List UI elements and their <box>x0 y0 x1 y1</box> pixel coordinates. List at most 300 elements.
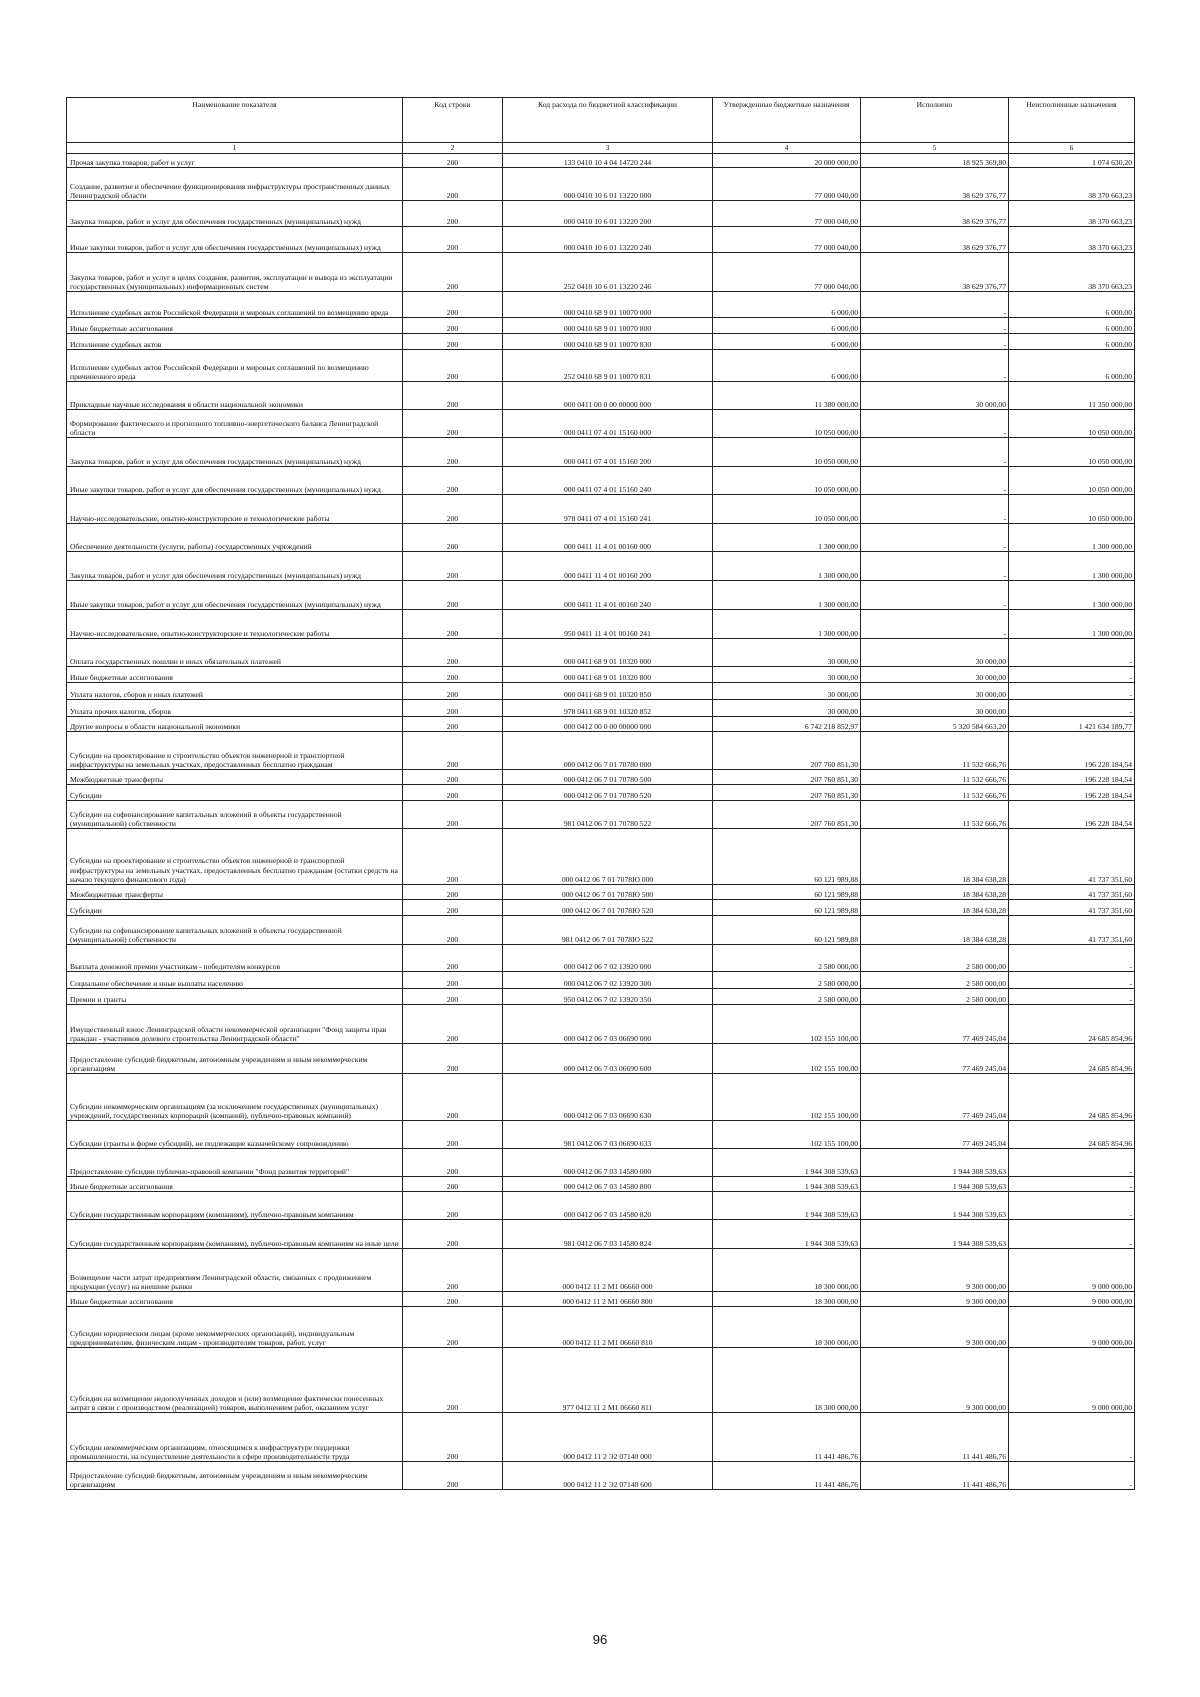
table-row <box>67 683 1135 700</box>
row-executed-amount: 11 532 666,76 <box>861 770 1009 785</box>
row-budget-classification-code: 000 0412 11 2 Э2 07140 000 <box>503 1413 713 1462</box>
row-unexecuted-amount: 38 370 663,23 <box>1009 168 1135 201</box>
header-approved-budget: Утвержденные бюджетные назначения <box>713 98 861 143</box>
row-line-code: 200 <box>403 785 503 801</box>
row-executed-amount: - <box>861 438 1009 467</box>
row-unexecuted-amount: 196 228 184,54 <box>1009 732 1135 770</box>
row-unexecuted-amount: 6 000,00 <box>1009 334 1135 350</box>
row-budget-classification-code: 977 0412 11 2 M1 06660 811 <box>503 1348 713 1413</box>
row-budget-classification-code: 978 0411 68 9 01 10320 852 <box>503 700 713 717</box>
row-indicator-name: Социальное обеспечение и иные выплаты населению <box>67 972 403 989</box>
table-row <box>67 524 1135 552</box>
row-indicator-name: Научно-исследовательские, опытно-конструкторские и технологические работы <box>67 495 403 524</box>
row-executed-amount: 38 629 376,77 <box>861 168 1009 201</box>
column-number: 5 <box>861 143 1009 154</box>
row-unexecuted-amount: - <box>1009 1177 1135 1192</box>
row-executed-amount: 2 580 000,00 <box>861 972 1009 989</box>
row-unexecuted-amount: 9 000 000,00 <box>1009 1348 1135 1413</box>
row-budget-classification-code: 000 0411 07 4 01 15160 240 <box>503 467 713 495</box>
row-indicator-name: Иные закупки товаров, работ и услуг для обеспечения государственных (муниципальных) нужд <box>67 227 403 253</box>
row-line-code: 200 <box>403 552 503 581</box>
row-executed-amount: 30 000,00 <box>861 683 1009 700</box>
row-line-code: 200 <box>403 382 503 410</box>
row-budget-classification-code: 252 0410 68 9 01 10070 831 <box>503 350 713 382</box>
row-line-code: 200 <box>403 438 503 467</box>
row-indicator-name: Выплата денежной премии участникам - победителям конкурсов <box>67 945 403 972</box>
row-approved-amount: 1 944 308 539,63 <box>713 1177 861 1192</box>
row-indicator-name: Имущественный взнос Ленинградской области некоммерческой организации "Фонд защиты прав граждан - участников долевого строительства Ленинградской области" <box>67 1005 403 1044</box>
row-budget-classification-code: 000 0411 68 9 01 10320 800 <box>503 667 713 683</box>
row-line-code: 200 <box>403 945 503 972</box>
row-budget-classification-code: 000 0412 06 7 01 70780 520 <box>503 785 713 801</box>
table-row <box>67 334 1135 350</box>
row-indicator-name: Создание, развитие и обеспечение функционирования инфраструктуры пространственных данных Ленинградской области <box>67 168 403 201</box>
row-indicator-name: Исполнение судебных актов Российской Федерации и мировых соглашений по возмещению причиненного вреда <box>67 350 403 382</box>
table-row <box>67 972 1135 989</box>
row-line-code: 200 <box>403 732 503 770</box>
row-line-code: 200 <box>403 581 503 610</box>
row-approved-amount: 11 380 000,00 <box>713 382 861 410</box>
row-executed-amount: 11 441 486,76 <box>861 1462 1009 1490</box>
row-executed-amount: 30 000,00 <box>861 639 1009 667</box>
row-executed-amount: 77 469 245,04 <box>861 1121 1009 1149</box>
row-executed-amount: 11 441 486,76 <box>861 1413 1009 1462</box>
row-budget-classification-code: 000 0411 07 4 01 15160 000 <box>503 410 713 438</box>
row-line-code: 200 <box>403 410 503 438</box>
row-executed-amount: - <box>861 318 1009 334</box>
row-line-code: 200 <box>403 292 503 318</box>
row-indicator-name: Закупка товаров, работ и услуг для обеспечения государственных (муниципальных) нужд <box>67 438 403 467</box>
row-indicator-name: Субсидии <box>67 785 403 801</box>
column-number: 4 <box>713 143 861 154</box>
row-budget-classification-code: 000 0412 06 7 01 70780 000 <box>503 732 713 770</box>
row-budget-classification-code: 000 0412 11 2 M1 06660 000 <box>503 1249 713 1292</box>
row-budget-classification-code: 000 0412 06 7 03 06690 000 <box>503 1005 713 1044</box>
row-executed-amount: 38 629 376,77 <box>861 227 1009 253</box>
row-indicator-name: Предоставление субсидий бюджетным, автономным учреждениям и иным некоммерческим организациям <box>67 1462 403 1490</box>
row-executed-amount: 30 000,00 <box>861 700 1009 717</box>
header-budget-classification-code: Код расхода по бюджетной классификации <box>503 98 713 143</box>
row-line-code: 200 <box>403 801 503 829</box>
table-row <box>67 1462 1135 1490</box>
row-executed-amount: 11 532 666,76 <box>861 732 1009 770</box>
row-unexecuted-amount: 38 370 663,23 <box>1009 253 1135 292</box>
row-unexecuted-amount: 41 737 351,60 <box>1009 916 1135 945</box>
row-line-code: 200 <box>403 770 503 785</box>
row-indicator-name: Предоставление субсидии публично-правовой компании "Фонд развития территорий" <box>67 1149 403 1177</box>
row-line-code: 200 <box>403 350 503 382</box>
row-unexecuted-amount: 9 000 000,00 <box>1009 1307 1135 1348</box>
row-budget-classification-code: 000 0412 06 7 01 70780 500 <box>503 770 713 785</box>
row-unexecuted-amount: 196 228 184,54 <box>1009 770 1135 785</box>
row-line-code: 200 <box>403 829 503 885</box>
row-line-code: 200 <box>403 467 503 495</box>
row-approved-amount: 11 441 486,76 <box>713 1462 861 1490</box>
row-line-code: 200 <box>403 1149 503 1177</box>
row-line-code: 200 <box>403 639 503 667</box>
row-line-code: 200 <box>403 1177 503 1192</box>
row-executed-amount: 18 925 369,80 <box>861 154 1009 168</box>
row-approved-amount: 77 000 040,00 <box>713 227 861 253</box>
row-approved-amount: 77 000 040,00 <box>713 253 861 292</box>
row-executed-amount: 18 384 638,28 <box>861 885 1009 900</box>
table-row <box>67 639 1135 667</box>
row-executed-amount: - <box>861 292 1009 318</box>
row-executed-amount: 30 000,00 <box>861 382 1009 410</box>
row-indicator-name: Научно-исследовательские, опытно-конструкторские и технологические работы <box>67 610 403 639</box>
row-line-code: 200 <box>403 1192 503 1220</box>
row-approved-amount: 1 300 000,00 <box>713 524 861 552</box>
row-unexecuted-amount: 1 074 630,20 <box>1009 154 1135 168</box>
row-unexecuted-amount: 9 000 000,00 <box>1009 1249 1135 1292</box>
row-approved-amount: 6 000,00 <box>713 334 861 350</box>
table-row <box>67 1413 1135 1462</box>
row-line-code: 200 <box>403 717 503 732</box>
row-approved-amount: 207 760 851,30 <box>713 770 861 785</box>
row-unexecuted-amount: 24 685 854,96 <box>1009 1044 1135 1074</box>
row-unexecuted-amount: 196 228 184,54 <box>1009 801 1135 829</box>
header-indicator-name: Наименование показателя <box>67 98 403 143</box>
row-budget-classification-code: 000 0410 10 6 01 13220 240 <box>503 227 713 253</box>
row-approved-amount: 30 000,00 <box>713 639 861 667</box>
row-executed-amount: - <box>861 495 1009 524</box>
row-executed-amount: 9 300 000,00 <box>861 1307 1009 1348</box>
row-unexecuted-amount: - <box>1009 1220 1135 1249</box>
table-row <box>67 1292 1135 1307</box>
row-indicator-name: Иные бюджетные ассигнования <box>67 1177 403 1192</box>
row-executed-amount: 9 300 000,00 <box>861 1249 1009 1292</box>
row-indicator-name: Иные бюджетные ассигнования <box>67 318 403 334</box>
row-budget-classification-code: 981 0412 06 7 01 7078Ю 522 <box>503 916 713 945</box>
row-approved-amount: 102 155 100,00 <box>713 1044 861 1074</box>
row-budget-classification-code: 000 0412 06 7 03 14580 800 <box>503 1177 713 1192</box>
row-line-code: 200 <box>403 1074 503 1121</box>
table-row <box>67 382 1135 410</box>
row-budget-classification-code: 000 0411 68 9 01 10320 000 <box>503 639 713 667</box>
row-executed-amount: - <box>861 581 1009 610</box>
budget-execution-table-container <box>66 97 1134 1490</box>
row-approved-amount: 1 944 308 539,63 <box>713 1192 861 1220</box>
row-unexecuted-amount: - <box>1009 989 1135 1005</box>
row-line-code: 200 <box>403 168 503 201</box>
row-approved-amount: 30 000,00 <box>713 683 861 700</box>
header-executed: Исполнено <box>861 98 1009 143</box>
row-line-code: 200 <box>403 667 503 683</box>
header-row <box>67 98 1135 143</box>
row-unexecuted-amount: 41 737 351,60 <box>1009 829 1135 885</box>
table-row <box>67 945 1135 972</box>
row-executed-amount: - <box>861 334 1009 350</box>
row-approved-amount: 6 000,00 <box>713 318 861 334</box>
row-indicator-name: Прикладные научные исследования в области национальной экономики <box>67 382 403 410</box>
row-line-code: 200 <box>403 495 503 524</box>
row-line-code: 200 <box>403 1249 503 1292</box>
row-budget-classification-code: 252 0410 10 6 01 13220 246 <box>503 253 713 292</box>
row-approved-amount: 18 300 000,00 <box>713 1348 861 1413</box>
row-budget-classification-code: 981 0412 06 7 03 06690 633 <box>503 1121 713 1149</box>
row-line-code: 200 <box>403 1462 503 1490</box>
table-row <box>67 410 1135 438</box>
row-budget-classification-code: 000 0412 06 7 03 06690 600 <box>503 1044 713 1074</box>
row-unexecuted-amount: 10 050 000,00 <box>1009 495 1135 524</box>
row-approved-amount: 207 760 851,30 <box>713 801 861 829</box>
row-budget-classification-code: 000 0412 06 7 03 14580 000 <box>503 1149 713 1177</box>
table-row <box>67 1192 1135 1220</box>
row-approved-amount: 18 300 000,00 <box>713 1249 861 1292</box>
row-unexecuted-amount: 38 370 663,23 <box>1009 227 1135 253</box>
row-budget-classification-code: 978 0411 07 4 01 15160 241 <box>503 495 713 524</box>
row-budget-classification-code: 000 0412 06 7 02 13920 000 <box>503 945 713 972</box>
row-budget-classification-code: 000 0412 06 7 03 06690 630 <box>503 1074 713 1121</box>
row-executed-amount: 5 320 584 663,20 <box>861 717 1009 732</box>
row-approved-amount: 60 121 989,88 <box>713 900 861 916</box>
row-line-code: 200 <box>403 916 503 945</box>
row-line-code: 200 <box>403 989 503 1005</box>
row-line-code: 200 <box>403 885 503 900</box>
row-indicator-name: Иные закупки товаров, работ и услуг для обеспечения государственных (муниципальных) нужд <box>67 581 403 610</box>
row-indicator-name: Межбюджетные трансферты <box>67 885 403 900</box>
table-row <box>67 581 1135 610</box>
column-number: 2 <box>403 143 503 154</box>
budget-execution-table <box>66 97 1135 1490</box>
row-indicator-name: Формирование фактического и прогнозного топливно-энергетического баланса Ленинградской области <box>67 410 403 438</box>
row-line-code: 200 <box>403 972 503 989</box>
row-unexecuted-amount: 1 300 000,00 <box>1009 524 1135 552</box>
table-row <box>67 732 1135 770</box>
row-unexecuted-amount: - <box>1009 700 1135 717</box>
row-unexecuted-amount: - <box>1009 945 1135 972</box>
row-budget-classification-code: 981 0412 06 7 01 70780 522 <box>503 801 713 829</box>
row-budget-classification-code: 000 0411 07 4 01 15160 200 <box>503 438 713 467</box>
row-budget-classification-code: 000 0412 06 7 01 7078Ю 520 <box>503 900 713 916</box>
table-row <box>67 900 1135 916</box>
row-approved-amount: 102 155 100,00 <box>713 1005 861 1044</box>
table-row <box>67 1044 1135 1074</box>
row-unexecuted-amount: 24 685 854,96 <box>1009 1074 1135 1121</box>
row-executed-amount: 9 300 000,00 <box>861 1292 1009 1307</box>
row-executed-amount: 77 469 245,04 <box>861 1044 1009 1074</box>
row-unexecuted-amount: 10 050 000,00 <box>1009 438 1135 467</box>
table-row <box>67 667 1135 683</box>
row-indicator-name: Иные бюджетные ассигнования <box>67 1292 403 1307</box>
row-executed-amount: 2 580 000,00 <box>861 945 1009 972</box>
row-executed-amount: 38 629 376,77 <box>861 201 1009 227</box>
row-unexecuted-amount: 6 000,00 <box>1009 318 1135 334</box>
row-executed-amount: 11 532 666,76 <box>861 785 1009 801</box>
row-indicator-name: Субсидии некоммерческим организациям, относящимся к инфраструктуре поддержки промышленности, на осуществление деятельности в сфере производительности труда <box>67 1413 403 1462</box>
row-indicator-name: Субсидии на проектирование и строительство объектов инженерной и транспортной инфраструктуры на земельных участках, предоставленных бесплатно гражданам (остатки средств на начало текущего финансового года) <box>67 829 403 885</box>
row-budget-classification-code: 950 0412 06 7 02 13920 350 <box>503 989 713 1005</box>
row-indicator-name: Закупка товаров, работ и услуг в целях создания, развития, эксплуатации и вывода из эксплуатации государственных (муниципальных) информационных систем <box>67 253 403 292</box>
table-row <box>67 154 1135 168</box>
row-executed-amount: 77 469 245,04 <box>861 1074 1009 1121</box>
table-row <box>67 1177 1135 1192</box>
row-budget-classification-code: 000 0412 06 7 01 7078Ю 000 <box>503 829 713 885</box>
row-budget-classification-code: 000 0410 68 9 01 10070 000 <box>503 292 713 318</box>
table-row <box>67 1149 1135 1177</box>
row-executed-amount: 18 384 638,28 <box>861 829 1009 885</box>
row-approved-amount: 20 000 000,00 <box>713 154 861 168</box>
row-budget-classification-code: 000 0411 11 4 01 00160 000 <box>503 524 713 552</box>
column-number: 6 <box>1009 143 1135 154</box>
row-approved-amount: 10 050 000,00 <box>713 438 861 467</box>
row-unexecuted-amount: 10 050 000,00 <box>1009 410 1135 438</box>
row-unexecuted-amount: 41 737 351,60 <box>1009 900 1135 916</box>
column-number: 3 <box>503 143 713 154</box>
row-indicator-name: Другие вопросы в области национальной экономики <box>67 717 403 732</box>
table-body <box>67 154 1135 1490</box>
row-budget-classification-code: 000 0412 11 2 Э2 07140 600 <box>503 1462 713 1490</box>
row-budget-classification-code: 000 0410 68 9 01 10070 800 <box>503 318 713 334</box>
row-approved-amount: 18 300 000,00 <box>713 1307 861 1348</box>
row-line-code: 200 <box>403 700 503 717</box>
row-line-code: 200 <box>403 1005 503 1044</box>
table-row <box>67 552 1135 581</box>
row-line-code: 200 <box>403 524 503 552</box>
row-unexecuted-amount: - <box>1009 972 1135 989</box>
table-row <box>67 770 1135 785</box>
row-executed-amount: 2 580 000,00 <box>861 989 1009 1005</box>
row-line-code: 200 <box>403 318 503 334</box>
row-unexecuted-amount: 38 370 663,23 <box>1009 201 1135 227</box>
row-indicator-name: Субсидии на проектирование и строительство объектов инженерной и транспортной инфраструктуры на земельных участках, предоставленных бесплатно гражданам <box>67 732 403 770</box>
row-budget-classification-code: 000 0412 00 0 00 00000 000 <box>503 717 713 732</box>
row-line-code: 200 <box>403 201 503 227</box>
row-executed-amount: 1 944 308 539,63 <box>861 1220 1009 1249</box>
table-row <box>67 989 1135 1005</box>
row-unexecuted-amount: - <box>1009 1149 1135 1177</box>
row-approved-amount: 102 155 100,00 <box>713 1074 861 1121</box>
row-executed-amount: 30 000,00 <box>861 667 1009 683</box>
row-unexecuted-amount: 1 300 000,00 <box>1009 610 1135 639</box>
row-approved-amount: 2 580 000,00 <box>713 945 861 972</box>
row-approved-amount: 60 121 989,88 <box>713 885 861 900</box>
row-indicator-name: Субсидии некоммерческим организациям (за исключением государственных (муниципальных) учреждений, государственных корпораций (компаний), публично-правовых компаний) <box>67 1074 403 1121</box>
row-unexecuted-amount: 1 300 000,00 <box>1009 552 1135 581</box>
row-indicator-name: Субсидии государственным корпорациям (компаниям), публично-правовым компаниям на иные цели <box>67 1220 403 1249</box>
row-unexecuted-amount: 41 737 351,60 <box>1009 885 1135 900</box>
row-unexecuted-amount: - <box>1009 1462 1135 1490</box>
row-executed-amount: 1 944 308 539,63 <box>861 1192 1009 1220</box>
row-indicator-name: Возмещение части затрат предприятиям Ленинградской области, связанных с продвижением продукции (услуг) на внешние рынки <box>67 1249 403 1292</box>
row-approved-amount: 207 760 851,30 <box>713 785 861 801</box>
row-unexecuted-amount: 11 350 000,00 <box>1009 382 1135 410</box>
row-line-code: 200 <box>403 610 503 639</box>
row-executed-amount: - <box>861 350 1009 382</box>
row-budget-classification-code: 000 0412 11 2 M1 06660 810 <box>503 1307 713 1348</box>
row-approved-amount: 10 050 000,00 <box>713 495 861 524</box>
table-row <box>67 292 1135 318</box>
row-approved-amount: 10 050 000,00 <box>713 467 861 495</box>
row-line-code: 200 <box>403 1292 503 1307</box>
row-indicator-name: Прочая закупка товаров, работ и услуг <box>67 154 403 168</box>
row-budget-classification-code: 981 0412 06 7 03 14580 824 <box>503 1220 713 1249</box>
row-unexecuted-amount: 196 228 184,54 <box>1009 785 1135 801</box>
row-executed-amount: 18 384 638,28 <box>861 900 1009 916</box>
row-approved-amount: 1 300 000,00 <box>713 610 861 639</box>
row-approved-amount: 30 000,00 <box>713 667 861 683</box>
row-indicator-name: Обеспечение деятельности (услуги, работы) государственных учреждений <box>67 524 403 552</box>
row-budget-classification-code: 000 0412 11 2 M1 06660 800 <box>503 1292 713 1307</box>
row-unexecuted-amount: 9 000 000,00 <box>1009 1292 1135 1307</box>
row-approved-amount: 207 760 851,30 <box>713 732 861 770</box>
table-row <box>67 610 1135 639</box>
row-executed-amount: 1 944 308 539,63 <box>861 1177 1009 1192</box>
row-executed-amount: 38 629 376,77 <box>861 253 1009 292</box>
header-line-code: Код строки <box>403 98 503 143</box>
table-row <box>67 885 1135 900</box>
row-line-code: 200 <box>403 1220 503 1249</box>
table-row <box>67 785 1135 801</box>
row-executed-amount: - <box>861 552 1009 581</box>
row-unexecuted-amount: - <box>1009 639 1135 667</box>
row-unexecuted-amount: - <box>1009 683 1135 700</box>
row-indicator-name: Субсидии на софинансирование капитальных вложений в объекты государственной (муниципальной) собственности <box>67 916 403 945</box>
row-budget-classification-code: 000 0411 11 4 01 00160 240 <box>503 581 713 610</box>
row-executed-amount: 11 532 666,76 <box>861 801 1009 829</box>
row-line-code: 200 <box>403 1044 503 1074</box>
table-row <box>67 1005 1135 1044</box>
row-budget-classification-code: 000 0411 00 0 00 00000 000 <box>503 382 713 410</box>
row-indicator-name: Исполнение судебных актов Российской Федерации и мировых соглашений по возмещению вреда <box>67 292 403 318</box>
table-row <box>67 829 1135 885</box>
table-row <box>67 717 1135 732</box>
table-row <box>67 318 1135 334</box>
row-indicator-name: Субсидии юридическим лицам (кроме некоммерческих организаций), индивидуальным предпринимателям, физическим лицам - производителям товаров, работ, услуг <box>67 1307 403 1348</box>
row-indicator-name: Субсидии государственным корпорациям (компаниям), публично-правовым компаниям <box>67 1192 403 1220</box>
row-unexecuted-amount: 1 300 000,00 <box>1009 581 1135 610</box>
row-budget-classification-code: 000 0412 06 7 01 7078Ю 500 <box>503 885 713 900</box>
row-line-code: 200 <box>403 1121 503 1149</box>
row-approved-amount: 77 000 040,00 <box>713 168 861 201</box>
table-row <box>67 168 1135 201</box>
row-unexecuted-amount: - <box>1009 667 1135 683</box>
row-indicator-name: Субсидии (гранты в форме субсидий), не подлежащие казначейскому сопровождению <box>67 1121 403 1149</box>
row-unexecuted-amount: 10 050 000,00 <box>1009 467 1135 495</box>
row-line-code: 200 <box>403 334 503 350</box>
row-budget-classification-code: 950 0411 11 4 01 00160 241 <box>503 610 713 639</box>
row-unexecuted-amount: 6 000,00 <box>1009 292 1135 318</box>
table-row <box>67 201 1135 227</box>
row-indicator-name: Уплата налогов, сборов и иных платежей <box>67 683 403 700</box>
row-line-code: 200 <box>403 154 503 168</box>
row-indicator-name: Оплата государственных пошлин и иных обязательных платежей <box>67 639 403 667</box>
header-unexecuted: Неисполненные назначения <box>1009 98 1135 143</box>
column-number: 1 <box>67 143 403 154</box>
row-unexecuted-amount: 24 685 854,96 <box>1009 1121 1135 1149</box>
table-row <box>67 1348 1135 1413</box>
row-approved-amount: 77 000 040,00 <box>713 201 861 227</box>
table-row <box>67 1220 1135 1249</box>
row-indicator-name: Исполнение судебных актов <box>67 334 403 350</box>
row-line-code: 200 <box>403 227 503 253</box>
row-approved-amount: 6 000,00 <box>713 292 861 318</box>
page-number: 96 <box>592 1632 608 1647</box>
table-row <box>67 253 1135 292</box>
table-row <box>67 916 1135 945</box>
row-approved-amount: 6 742 218 852,97 <box>713 717 861 732</box>
table-row <box>67 1249 1135 1292</box>
row-indicator-name: Иные бюджетные ассигнования <box>67 667 403 683</box>
row-unexecuted-amount: - <box>1009 1413 1135 1462</box>
table-row <box>67 467 1135 495</box>
row-executed-amount: - <box>861 524 1009 552</box>
row-executed-amount: 77 469 245,04 <box>861 1005 1009 1044</box>
row-indicator-name: Предоставление субсидий бюджетным, автономным учреждениям и иным некоммерческим организациям <box>67 1044 403 1074</box>
table-row <box>67 350 1135 382</box>
row-budget-classification-code: 000 0412 06 7 02 13920 300 <box>503 972 713 989</box>
row-approved-amount: 11 441 486,76 <box>713 1413 861 1462</box>
